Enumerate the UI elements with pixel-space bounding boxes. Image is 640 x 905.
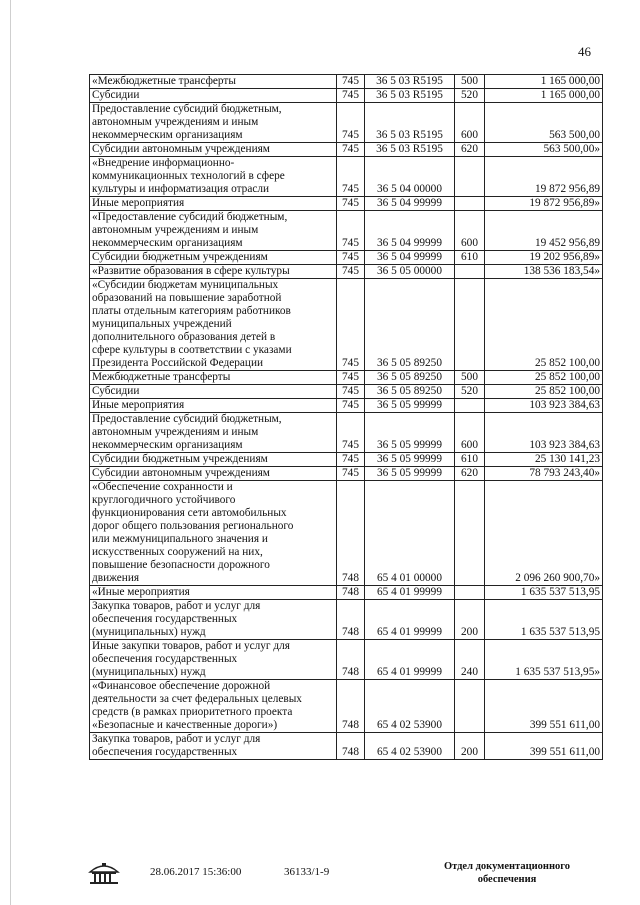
row-amount-cell: 1 165 000,00 bbox=[485, 89, 603, 103]
row-expense-type-cell: 200 bbox=[455, 733, 485, 760]
row-target-code-cell: 36 5 05 00000 bbox=[365, 265, 455, 279]
row-target-code-cell: 36 5 05 89250 bbox=[365, 385, 455, 399]
row-grbs-cell: 745 bbox=[337, 211, 365, 251]
row-target-code-cell: 36 5 03 R5195 bbox=[365, 75, 455, 89]
row-expense-type-cell: 620 bbox=[455, 467, 485, 481]
row-amount-cell: 19 872 956,89 bbox=[485, 157, 603, 197]
table-row bbox=[90, 143, 603, 157]
row-grbs-cell: 748 bbox=[337, 586, 365, 600]
row-grbs-cell: 745 bbox=[337, 143, 365, 157]
row-target-code-cell: 65 4 02 53900 bbox=[365, 680, 455, 733]
row-target-code-cell: 36 5 03 R5195 bbox=[365, 103, 455, 143]
table-row bbox=[90, 680, 603, 733]
table-row bbox=[90, 75, 603, 89]
row-amount-cell: 25 130 141,23 bbox=[485, 453, 603, 467]
page-number: 46 bbox=[578, 44, 591, 59]
row-grbs-cell: 745 bbox=[337, 399, 365, 413]
row-name-cell: Субсидии бюджетным учреждениям bbox=[90, 251, 337, 265]
row-name-cell: Иные мероприятия bbox=[90, 197, 337, 211]
row-target-code-cell: 36 5 05 89250 bbox=[365, 279, 455, 371]
row-expense-type-cell: 600 bbox=[455, 413, 485, 453]
row-grbs-cell: 745 bbox=[337, 89, 365, 103]
row-name-cell: «Обеспечение сохранности и круглогодичного устойчивого функционирования сети автомобильных дорог общего пользования регионального или межмуниципального значения и искусственных сооружений на них, повышение безопасности дорожного движения bbox=[90, 481, 337, 586]
row-grbs-cell: 745 bbox=[337, 265, 365, 279]
row-name-cell: «Субсидии бюджетам муниципальных образований на повышение заработной платы отдельным категориям работников муниципальных учреждений дополнительного образования детей в сфере культуры в соответствии с указами Президента Российской Федерации bbox=[90, 279, 337, 371]
row-amount-cell: 399 551 611,00 bbox=[485, 680, 603, 733]
row-name-cell: «Внедрение информационно- коммуникационных технологий в сфере культуры и информатизация отрасли bbox=[90, 157, 337, 197]
table-row bbox=[90, 413, 603, 453]
table-row bbox=[90, 265, 603, 279]
row-expense-type-cell: 520 bbox=[455, 385, 485, 399]
row-name-cell: Предоставление субсидий бюджетным, автономным учреждениям и иным некоммерческим организациям bbox=[90, 413, 337, 453]
row-expense-type-cell bbox=[455, 399, 485, 413]
row-expense-type-cell bbox=[455, 279, 485, 371]
row-grbs-cell: 748 bbox=[337, 680, 365, 733]
row-target-code-cell: 65 4 01 99999 bbox=[365, 600, 455, 640]
row-grbs-cell: 745 bbox=[337, 75, 365, 89]
scan-edge-mark bbox=[10, 0, 11, 905]
row-name-cell: «Предоставление субсидий бюджетным, автономным учреждениям и иным некоммерческим организациям bbox=[90, 211, 337, 251]
table-row bbox=[90, 211, 603, 251]
row-grbs-cell: 745 bbox=[337, 453, 365, 467]
row-expense-type-cell bbox=[455, 481, 485, 586]
row-grbs-cell: 745 bbox=[337, 157, 365, 197]
row-grbs-cell: 748 bbox=[337, 640, 365, 680]
row-amount-cell: 25 852 100,00 bbox=[485, 385, 603, 399]
row-amount-cell: 103 923 384,63 bbox=[485, 399, 603, 413]
table-row bbox=[90, 251, 603, 265]
row-name-cell: Субсидии bbox=[90, 89, 337, 103]
row-name-cell: Межбюджетные трансферты bbox=[90, 371, 337, 385]
budget-table bbox=[89, 74, 603, 760]
row-grbs-cell: 745 bbox=[337, 467, 365, 481]
row-target-code-cell: 65 4 02 53900 bbox=[365, 733, 455, 760]
row-amount-cell: 1 635 537 513,95» bbox=[485, 640, 603, 680]
row-name-cell: Иные закупки товаров, работ и услуг для обеспечения государственных (муниципальных) нужд bbox=[90, 640, 337, 680]
footer-date: 28.06.2017 15:36:00 bbox=[150, 866, 242, 878]
row-expense-type-cell bbox=[455, 680, 485, 733]
row-target-code-cell: 36 5 05 99999 bbox=[365, 467, 455, 481]
row-target-code-cell: 36 5 03 R5195 bbox=[365, 89, 455, 103]
table-row bbox=[90, 371, 603, 385]
row-grbs-cell: 748 bbox=[337, 600, 365, 640]
table-row bbox=[90, 157, 603, 197]
row-target-code-cell: 36 5 05 99999 bbox=[365, 453, 455, 467]
row-expense-type-cell: 600 bbox=[455, 211, 485, 251]
row-name-cell: Субсидии автономным учреждениям bbox=[90, 143, 337, 157]
row-target-code-cell: 36 5 05 89250 bbox=[365, 371, 455, 385]
table-row bbox=[90, 733, 603, 760]
row-expense-type-cell: 500 bbox=[455, 75, 485, 89]
footer-document-code: 36133/1-9 bbox=[284, 866, 330, 878]
row-grbs-cell: 748 bbox=[337, 733, 365, 760]
row-amount-cell: 563 500,00 bbox=[485, 103, 603, 143]
row-amount-cell: 78 793 243,40» bbox=[485, 467, 603, 481]
footer-department: Отдел документационного обеспечения bbox=[443, 861, 571, 885]
row-target-code-cell: 65 4 01 00000 bbox=[365, 481, 455, 586]
row-name-cell: Закупка товаров, работ и услуг для обеспечения государственных (муниципальных) нужд bbox=[90, 600, 337, 640]
row-name-cell: «Развитие образования в сфере культуры bbox=[90, 265, 337, 279]
row-expense-type-cell bbox=[455, 197, 485, 211]
row-grbs-cell: 745 bbox=[337, 413, 365, 453]
row-name-cell: «Иные мероприятия bbox=[90, 586, 337, 600]
table-row bbox=[90, 453, 603, 467]
row-expense-type-cell: 240 bbox=[455, 640, 485, 680]
table-row bbox=[90, 600, 603, 640]
row-expense-type-cell bbox=[455, 157, 485, 197]
row-target-code-cell: 65 4 01 99999 bbox=[365, 640, 455, 680]
row-expense-type-cell bbox=[455, 265, 485, 279]
table-body bbox=[90, 75, 603, 760]
row-amount-cell: 138 536 183,54» bbox=[485, 265, 603, 279]
row-name-cell: Иные мероприятия bbox=[90, 399, 337, 413]
table-row bbox=[90, 640, 603, 680]
row-target-code-cell: 36 5 04 00000 bbox=[365, 157, 455, 197]
row-amount-cell: 563 500,00» bbox=[485, 143, 603, 157]
row-expense-type-cell: 620 bbox=[455, 143, 485, 157]
row-expense-type-cell: 500 bbox=[455, 371, 485, 385]
row-expense-type-cell: 610 bbox=[455, 453, 485, 467]
row-grbs-cell: 745 bbox=[337, 103, 365, 143]
row-grbs-cell: 745 bbox=[337, 197, 365, 211]
row-amount-cell: 19 452 956,89 bbox=[485, 211, 603, 251]
row-expense-type-cell bbox=[455, 586, 485, 600]
row-amount-cell: 1 635 537 513,95 bbox=[485, 600, 603, 640]
table-row bbox=[90, 481, 603, 586]
row-name-cell: Субсидии автономным учреждениям bbox=[90, 467, 337, 481]
row-target-code-cell: 36 5 04 99999 bbox=[365, 251, 455, 265]
row-name-cell: Предоставление субсидий бюджетным, автономным учреждениям и иным некоммерческим организациям bbox=[90, 103, 337, 143]
row-grbs-cell: 745 bbox=[337, 385, 365, 399]
row-amount-cell: 103 923 384,63 bbox=[485, 413, 603, 453]
table-row bbox=[90, 279, 603, 371]
row-target-code-cell: 36 5 05 99999 bbox=[365, 413, 455, 453]
row-expense-type-cell: 600 bbox=[455, 103, 485, 143]
table-row bbox=[90, 89, 603, 103]
table-row bbox=[90, 586, 603, 600]
row-grbs-cell: 748 bbox=[337, 481, 365, 586]
row-expense-type-cell: 610 bbox=[455, 251, 485, 265]
row-amount-cell: 2 096 260 900,70» bbox=[485, 481, 603, 586]
row-name-cell: Закупка товаров, работ и услуг для обеспечения государственных bbox=[90, 733, 337, 760]
table-row bbox=[90, 197, 603, 211]
row-target-code-cell: 36 5 04 99999 bbox=[365, 197, 455, 211]
row-name-cell: «Межбюджетные трансферты bbox=[90, 75, 337, 89]
row-target-code-cell: 36 5 03 R5195 bbox=[365, 143, 455, 157]
row-amount-cell: 25 852 100,00 bbox=[485, 279, 603, 371]
table-row bbox=[90, 385, 603, 399]
row-name-cell: «Финансовое обеспечение дорожной деятельности за счет федеральных целевых средств (в рамках приоритетного проекта «Безопасные и качественные дороги») bbox=[90, 680, 337, 733]
row-name-cell: Субсидии bbox=[90, 385, 337, 399]
row-amount-cell: 25 852 100,00 bbox=[485, 371, 603, 385]
row-expense-type-cell: 520 bbox=[455, 89, 485, 103]
row-amount-cell: 19 872 956,89» bbox=[485, 197, 603, 211]
row-grbs-cell: 745 bbox=[337, 251, 365, 265]
row-amount-cell: 1 635 537 513,95 bbox=[485, 586, 603, 600]
row-expense-type-cell: 200 bbox=[455, 600, 485, 640]
row-amount-cell: 1 165 000,00 bbox=[485, 75, 603, 89]
row-amount-cell: 399 551 611,00 bbox=[485, 733, 603, 760]
duma-emblem-icon bbox=[84, 858, 124, 890]
table-row bbox=[90, 399, 603, 413]
row-target-code-cell: 36 5 05 99999 bbox=[365, 399, 455, 413]
table-row bbox=[90, 103, 603, 143]
row-grbs-cell: 745 bbox=[337, 279, 365, 371]
row-target-code-cell: 36 5 04 99999 bbox=[365, 211, 455, 251]
table-row bbox=[90, 467, 603, 481]
row-amount-cell: 19 202 956,89» bbox=[485, 251, 603, 265]
row-target-code-cell: 65 4 01 99999 bbox=[365, 586, 455, 600]
row-name-cell: Субсидии бюджетным учреждениям bbox=[90, 453, 337, 467]
row-grbs-cell: 745 bbox=[337, 371, 365, 385]
